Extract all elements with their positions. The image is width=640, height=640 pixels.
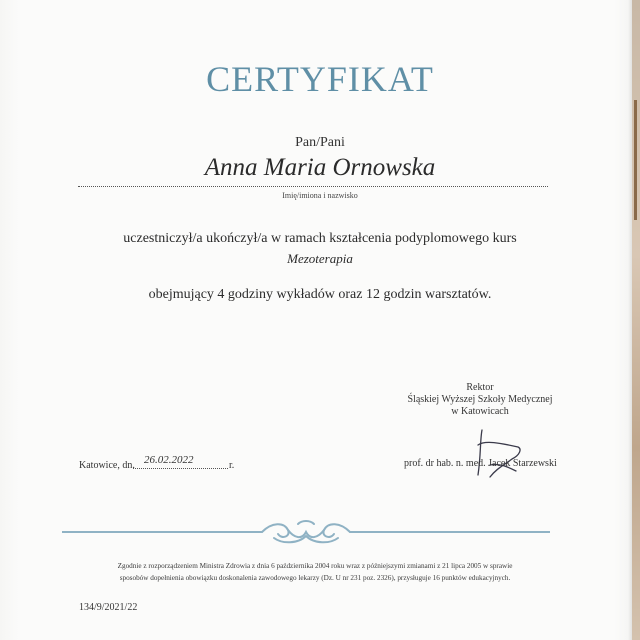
- place-label: Katowice, dn.: [79, 460, 135, 471]
- legal-notice-line-1: Zgodnie z rozporządzeniem Ministra Zdrowia z dnia 6 października 2004 roku wraz z późniejszymi zmianami z 21 lipca 2005 w sprawie: [117, 562, 513, 570]
- school-city: w Katowicach: [451, 406, 509, 417]
- rektor-block: [395, 382, 565, 418]
- course-name: Mezoterapia: [287, 251, 353, 266]
- date-suffix: r.: [229, 460, 235, 471]
- issue-date: 26.02.2022: [144, 454, 194, 466]
- completion-statement: uczestniczył/a ukończył/a w ramach kształcenia podyplomowego kurs: [123, 231, 517, 246]
- signature-icon: [460, 425, 540, 485]
- legal-notice-line-2: sposobów dopełnienia obowiązku doskonalenia zawodowego lekarzy (Dz. U nr 231 poz. 2326), przysługuje 16 punktów edukacyjnych.: [119, 574, 511, 582]
- salutation: Pan/Pani: [295, 135, 345, 150]
- certificate-number: 134/9/2021/22: [79, 602, 138, 613]
- name-caption: Imię/imiona i nazwisko: [282, 191, 358, 200]
- recipient-name: Anna Maria Ornowska: [204, 154, 436, 181]
- legal-notice: [50, 560, 580, 584]
- hours-statement: obejmujący 4 godziny wykładów oraz 12 godzin warsztatów.: [148, 287, 492, 302]
- certificate-title: CERTYFIKAT: [206, 59, 434, 99]
- school-name: Śląskiej Wyższej Szkoły Medycznej: [407, 394, 553, 405]
- rektor-name: prof. dr hab. n. med. Jacek Starzewski: [404, 458, 557, 469]
- name-dotted-line: [78, 186, 548, 187]
- ornament-divider-icon: [62, 518, 550, 546]
- date-dotted-line: [133, 468, 228, 469]
- rektor-title: Rektor: [466, 382, 494, 393]
